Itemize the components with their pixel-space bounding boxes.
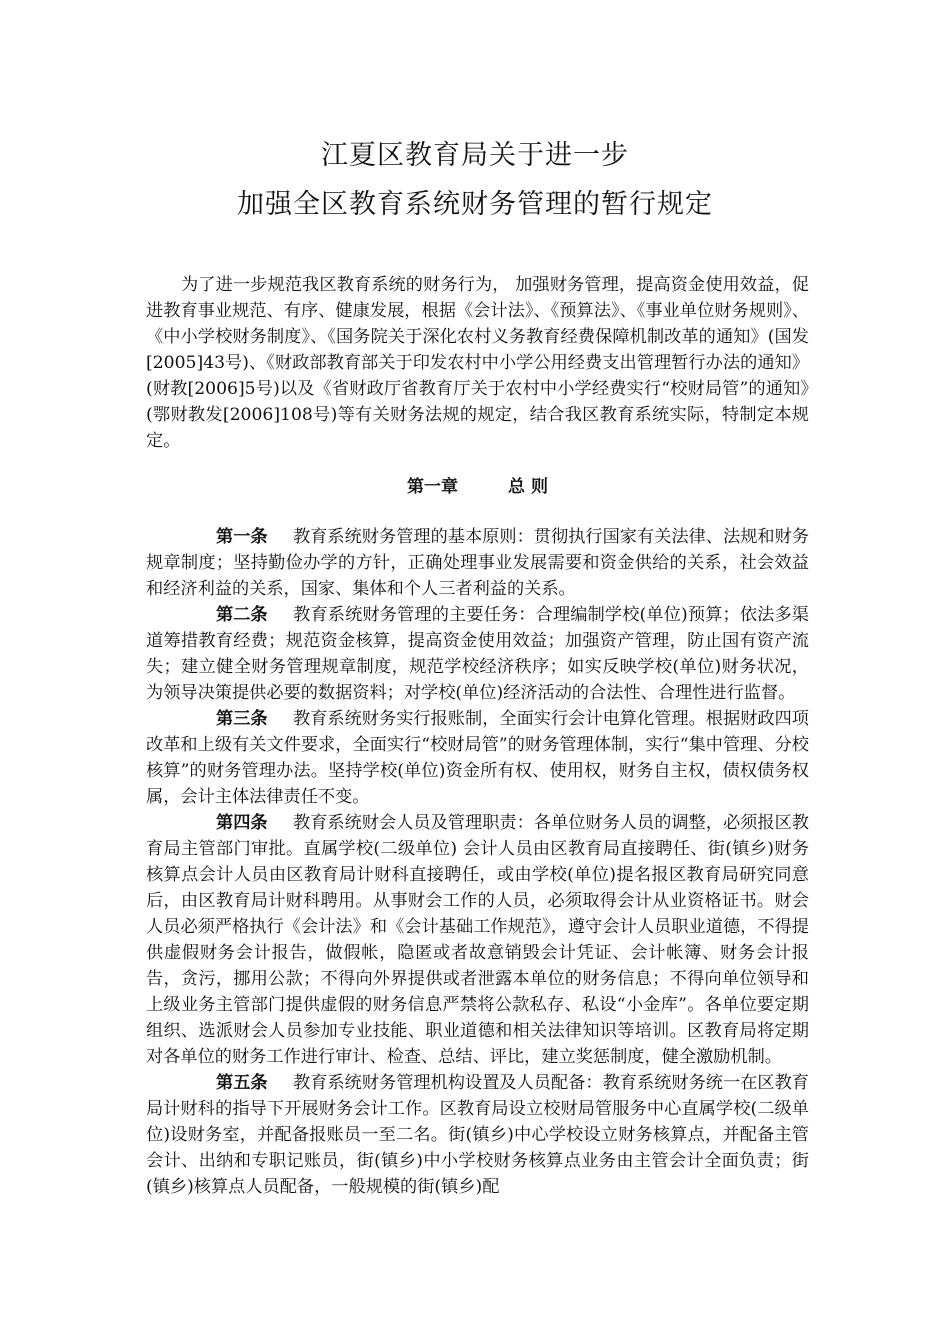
article-paragraph bbox=[146, 1070, 809, 1200]
article-heading: 第二条 bbox=[216, 605, 268, 625]
article-heading: 第一条 bbox=[216, 527, 268, 547]
article-paragraph bbox=[146, 706, 809, 810]
chapter-name: 总 则 bbox=[508, 477, 548, 497]
document-body bbox=[146, 272, 809, 1200]
article-paragraph bbox=[146, 524, 809, 602]
article-text: 教育系统财务管理机构设置及人员配备：教育系统财务统一在区教育局计财科的指导下开展财务会计工作。区教育局设立校财局管服务中心直属学校(二级单位)设财务室，并配备报账员一至二名。街(镇乡)中心学校设立财务核算点，并配备主管会计、出纳和专职记账员，街(镇乡)中小学校财务核算点业务由主管会计全面负责；街(镇乡)核算点人员配备，一般规模的街(镇乡)配 bbox=[146, 1073, 809, 1197]
article-text: 教育系统财会人员及管理职责：各单位财务人员的调整，必须报区教育局主管部门审批。直属学校(二级单位) 会计人员由区教育局直接聘任、街(镇乡)财务核算点会计人员由区教育局计财科直接聘任，或由学校(单位)提名报区教育局研究同意后，由区教育局计财科聘用。从事财会工作的人员，必须取得会计从业资格证书。财会人员必须严格执行《会计法》和《会计基础工作规范》，遵守会计人员职业道德，不得提供虚假财务会计报告，做假帐，隐匿或者故意销毁会计凭证、会计帐簿、财务会计报告，贪污，挪用公款；不得向外界提供或者泄露本单位的财务信息；不得向单位领导和上级业务主管部门提供虚假的财务信息严禁将公款私存、私设“小金库”。各单位要定期组织、选派财会人员参加专业技能、职业道德和相关法律知识等培训。区教育局将定期对各单位的财务工作进行审计、检查、总结、评比，建立奖惩制度，健全激励机制。 bbox=[146, 813, 809, 1067]
article-text: 教育系统财务实行报账制，全面实行会计电算化管理。根据财政四项改革和上级有关文件要求，全面实行“校财局管”的财务管理体制，实行“集中管理、分校核算”的财务管理办法。坚持学校(单位)资金所有权、使用权，财务自主权，债权债务权属，会计主体法律责任不变。 bbox=[146, 709, 809, 807]
article-paragraph bbox=[146, 810, 809, 1070]
preamble-paragraph: 为了进一步规范我区教育系统的财务行为， 加强财务管理，提高资金使用效益，促进教育事业规范、有序、健康发展，根据《会计法》、《预算法》、《事业单位财务规则》、《中小学校财务制度》、《国务院关于深化农村义务教育经费保障机制改革的通知》(国发[2005]43号)、《财政部教育部关于印发农村中小学公用经费支出管理暂行办法的通知》(财教[2006]5号)以及《省财政厅省教育厅关于农村中小学经费实行“校财局管”的通知》(鄂财教发[2006]108号)等有关财务法规的规定，结合我区教育系统实际，特制定本规定。 bbox=[146, 275, 809, 451]
document-title-line-1: 江夏区教育局关于进一步 bbox=[321, 140, 629, 171]
chapter-heading bbox=[146, 474, 809, 500]
document-title-line-2: 加强全区教育系统财务管理的暂行规定 bbox=[237, 189, 713, 220]
article-heading: 第三条 bbox=[216, 709, 268, 729]
article-paragraph bbox=[146, 602, 809, 706]
article-heading: 第五条 bbox=[216, 1073, 268, 1093]
chapter-number: 第一章 bbox=[407, 477, 459, 497]
article-text: 教育系统财务管理的基本原则：贯彻执行国家有关法律、法规和财务规章制度；坚持勤俭办学的方针，正确处理事业发展需要和资金供给的关系，社会效益和经济利益的关系，国家、集体和个人三者利益的关系。 bbox=[146, 527, 809, 599]
article-text: 教育系统财务管理的主要任务：合理编制学校(单位)预算；依法多渠道筹措教育经费；规范资金核算，提高资金使用效益；加强资产管理，防止国有资产流失；建立健全财务管理规章制度，规范学校经济秩序；如实反映学校(单位)财务状况，为领导决策提供必要的数据资料；对学校(单位)经济活动的合法性、合理性进行监督。 bbox=[146, 605, 809, 703]
article-heading: 第四条 bbox=[216, 813, 268, 833]
